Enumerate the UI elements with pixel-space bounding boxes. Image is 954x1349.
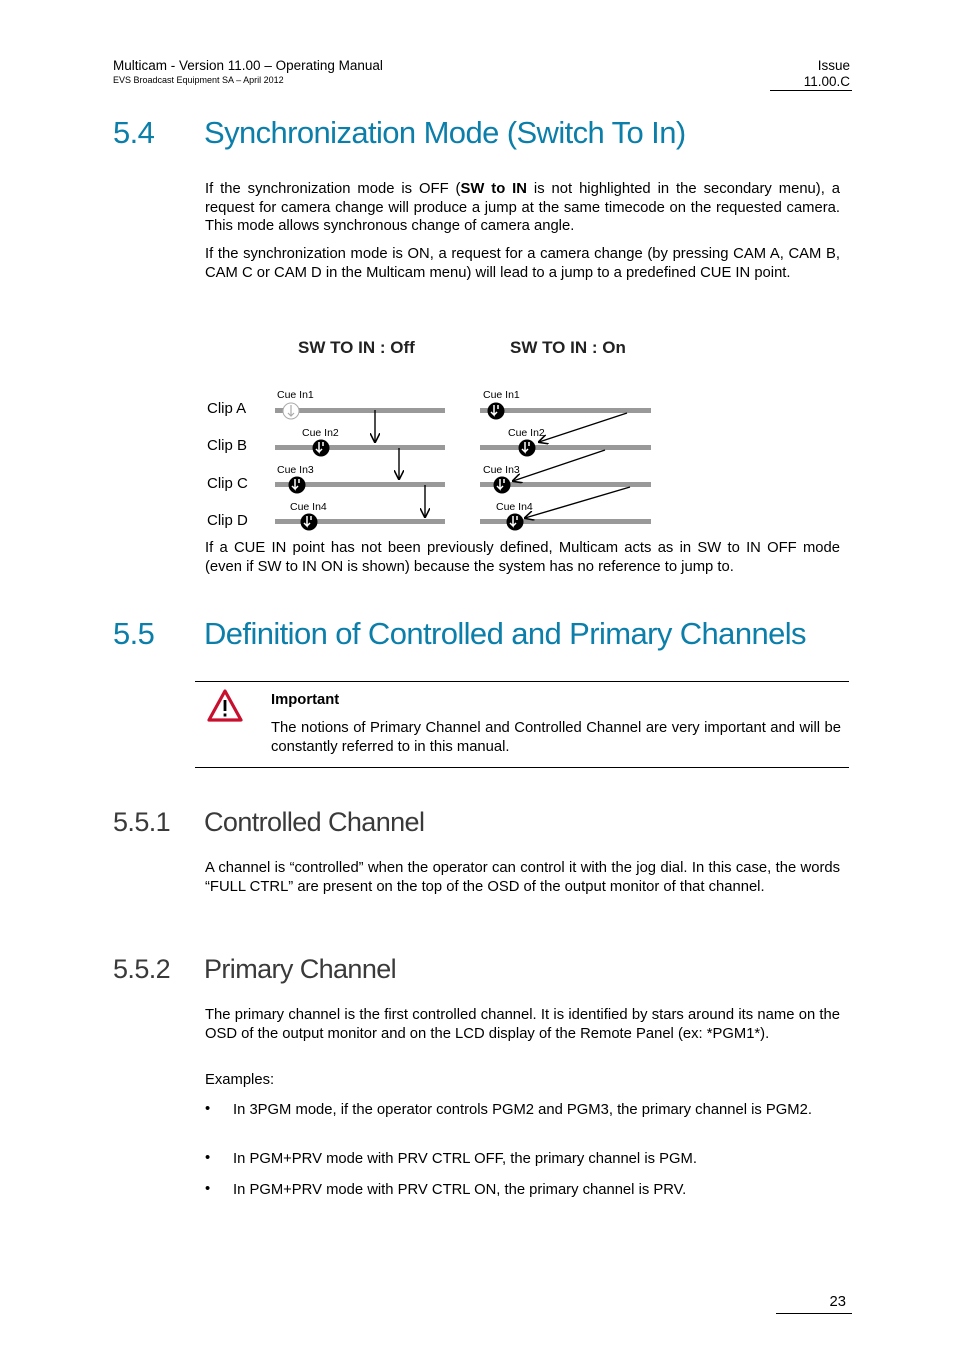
cue-marker-icon bbox=[301, 514, 318, 531]
examples-label: Examples: bbox=[205, 1072, 275, 1088]
list-item: In PGM+PRV mode with PRV CTRL ON, the primary channel is PRV. bbox=[233, 1182, 687, 1198]
jump-arrow bbox=[539, 413, 627, 442]
heading-text: Synchronization Mode (Switch To In) bbox=[204, 115, 686, 150]
clip-label-b: Clip B bbox=[207, 437, 248, 454]
list-item: In 3PGM mode, if the operator controls PGM2 and PGM3, the primary channel is PGM2. bbox=[233, 1102, 812, 1118]
cue-label-off-4: Cue In4 bbox=[290, 501, 327, 513]
cue-label-on-4: Cue In4 bbox=[496, 501, 533, 513]
cue-marker-icon bbox=[289, 477, 306, 494]
para-text: is not highlighted in the secondary menu), a request for camera change will produce a jump at the same timecode on the requested camera. This mode allows synchronous change of camera angle. bbox=[205, 181, 841, 235]
timeline-on-b bbox=[480, 445, 651, 450]
heading-5-4 bbox=[113, 115, 686, 151]
cue-label-on-1: Cue In1 bbox=[483, 389, 520, 401]
heading-number: 5.4 bbox=[113, 115, 155, 150]
list-item: In PGM+PRV mode with PRV CTRL OFF, the primary channel is PGM. bbox=[233, 1151, 697, 1167]
cue-marker-icon bbox=[488, 403, 505, 420]
clip-label-d: Clip D bbox=[207, 512, 248, 529]
para-bold: SW to IN bbox=[460, 181, 527, 197]
jump-arrow bbox=[525, 487, 630, 518]
clip-label-a: Clip A bbox=[207, 400, 247, 417]
bullet-mark: • bbox=[205, 1101, 211, 1117]
issue-label: Issue bbox=[817, 58, 850, 73]
clip-label-c: Clip C bbox=[207, 475, 248, 492]
heading-number: 5.5.1 bbox=[113, 807, 171, 837]
timeline-on-a bbox=[480, 408, 651, 413]
cue-marker-icon bbox=[519, 440, 536, 457]
header-issue bbox=[770, 58, 850, 90]
heading-5-5-1 bbox=[113, 807, 424, 838]
heading-5-5-2 bbox=[113, 954, 396, 985]
timeline-off-b bbox=[275, 445, 445, 450]
cue-label-off-2: Cue In2 bbox=[302, 427, 339, 439]
paragraph-no-cue: If a CUE IN point has not been previously defined, Multicam acts as in SW to IN OFF mode (even if SW to IN ON is shown) because the system has no reference to jump to. bbox=[205, 540, 840, 575]
timeline-off-a bbox=[275, 408, 445, 413]
header-title: Multicam - Version 11.00 – Operating Manual bbox=[113, 58, 383, 73]
cue-label-off-3: Cue In3 bbox=[277, 464, 314, 476]
title-sw-off: SW TO IN : Off bbox=[298, 338, 415, 357]
paragraph-sync-on: If the synchronization mode is ON, a request for a camera change (by pressing CAM A, CAM B, CAM C or CAM D in the Multicam menu) will lead to a jump to a predefined CUE IN point. bbox=[205, 246, 840, 281]
cue-label-on-3: Cue In3 bbox=[483, 464, 520, 476]
warning-icon bbox=[206, 688, 244, 724]
timeline-off-d bbox=[275, 519, 445, 524]
paragraph-primary-channel: The primary channel is the first controlled channel. It is identified by stars around its name on the OSD of the output monitor and on the LCD display of the Remote Panel (ex: *PGM1*). bbox=[205, 1007, 840, 1042]
cue-label-off-1: Cue In1 bbox=[277, 389, 314, 401]
paragraph-sync-off bbox=[205, 180, 840, 236]
cue-marker-icon bbox=[283, 403, 299, 419]
heading-text: Definition of Controlled and Primary Channels bbox=[204, 616, 806, 651]
footer-rule bbox=[776, 1313, 852, 1314]
heading-5-5 bbox=[113, 616, 806, 652]
header-rule bbox=[770, 90, 852, 91]
heading-number: 5.5 bbox=[113, 616, 155, 651]
para-text: If the synchronization mode is OFF ( bbox=[205, 181, 461, 197]
cue-marker-icon bbox=[507, 514, 524, 531]
heading-number: 5.5.2 bbox=[113, 954, 171, 984]
title-sw-on: SW TO IN : On bbox=[510, 338, 626, 357]
heading-text: Primary Channel bbox=[204, 954, 397, 984]
important-title: Important bbox=[271, 692, 340, 708]
cue-label-on-2: Cue In2 bbox=[508, 427, 545, 439]
sw-to-in-diagram bbox=[195, 328, 675, 536]
page-number: 23 bbox=[829, 1294, 846, 1310]
bullet-mark: • bbox=[205, 1150, 211, 1166]
header-subtitle: EVS Broadcast Equipment SA – April 2012 bbox=[113, 75, 284, 85]
timeline-on-d bbox=[480, 519, 651, 524]
bullet-mark: • bbox=[205, 1181, 211, 1197]
cue-marker-icon bbox=[313, 440, 330, 457]
issue-value: 11.00.C bbox=[803, 74, 850, 89]
important-text: The notions of Primary Channel and Controlled Channel are very important and will be constantly referred to in this manual. bbox=[271, 720, 841, 755]
paragraph-controlled-channel: A channel is “controlled” when the operator can control it with the jog dial. In this case, the words “FULL CTRL” are present on the top of the OSD of the output monitor of that channel. bbox=[205, 860, 840, 895]
heading-text: Controlled Channel bbox=[204, 807, 425, 837]
cue-marker-icon bbox=[494, 477, 511, 494]
